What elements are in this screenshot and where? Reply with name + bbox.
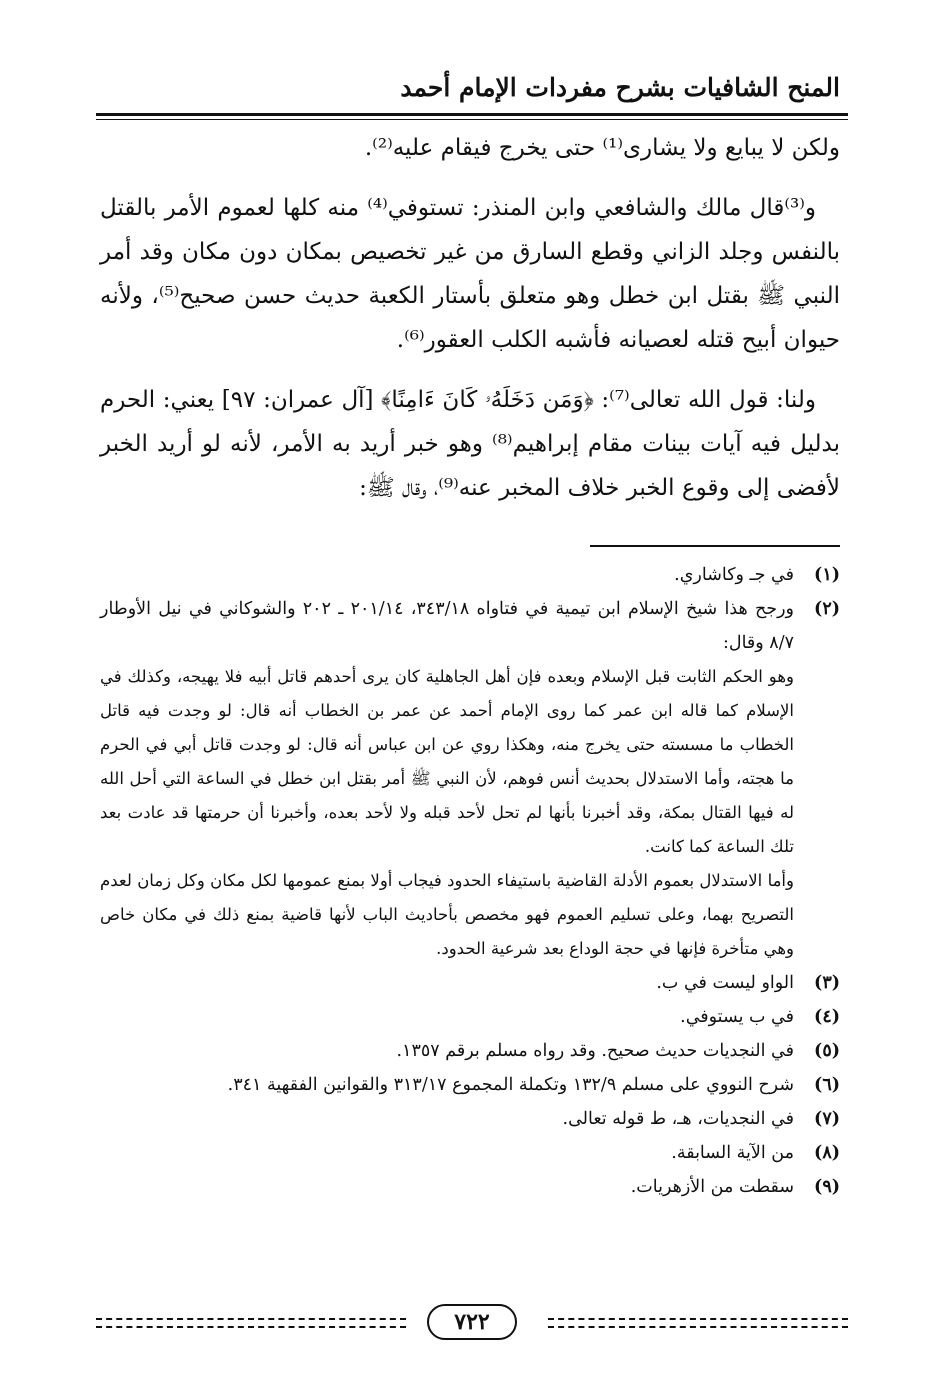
footnote-number: (٨) — [814, 1143, 840, 1163]
footnote-1 — [100, 558, 840, 592]
footnote-text: من الآية السابقة. — [671, 1143, 794, 1163]
footnote-separator — [590, 545, 840, 547]
footnote-number: (٩) — [814, 1177, 840, 1197]
running-header-title: المنح الشافيات بشرح مفردات الإمام أحمد — [400, 73, 840, 102]
footnote-number: (٧) — [814, 1109, 840, 1129]
header-rule — [96, 113, 848, 116]
footnote-7 — [100, 1102, 840, 1136]
footnote-text: شرح النووي على مسلم ١٣٢/٩ وتكملة المجموع ٣١٣/١٧ والقوانين الفقهية ٣٤١. — [227, 1075, 794, 1095]
main-paragraph-1: ولكن لا يبايع ولا يشارى⁽¹⁾ حتى يخرج فيقام عليه⁽²⁾. — [364, 135, 840, 161]
footnote-text: في النجديات حديث صحيح. وقد رواه مسلم برقم ١٣٥٧. — [396, 1041, 794, 1061]
main-paragraph-3: ولنا: قول الله تعالى⁽⁷⁾: ﴿وَمَن دَخَلَهُۥ كَانَ ءَامِنًا﴾ [آل عمران: ٩٧] يعني: الحرم بدليل فيه آيات بينات مقام إبراهيم⁽⁸⁾ وهو خبر أريد به الأمر، لأنه لو أريد الخبر لأفضى إلى وقوع الخبر خلاف المخبر عنه⁽⁹⁾، وقال ﷺ: — [100, 387, 840, 501]
footnote-text: في النجديات، هـ، ط قوله تعالى. — [562, 1109, 794, 1129]
header-rule-thin — [96, 119, 848, 120]
footnote-number: (٣) — [814, 973, 840, 993]
footnote-5 — [100, 1034, 840, 1068]
footnote-number: (١) — [814, 565, 840, 585]
page-number-badge: ٧٢٢ — [427, 1304, 517, 1340]
footnote-text: الواو ليست في ب. — [656, 973, 794, 993]
footnote-text: في ب يستوفي. — [680, 1007, 794, 1027]
footnote-number: (٢) — [814, 599, 840, 619]
footnote-9 — [100, 1170, 840, 1204]
footnote-text: في جـ وكاشاري. — [674, 565, 794, 585]
footnote-2-quote-2: وأما الاستدلال بعموم الأدلة القاضية باستيفاء الحدود فيجاب أولا بمنع عمومها لكل مكان وكل زمان لعدم التصريح بهما، وعلى تسليم العموم فهو مخصص بأحاديث الباب لأنها قاضية بمنع ذلك في مكان خاص وهي متأخرة فإنها في حجة الوداع بعد شرعية الحدود. — [100, 871, 794, 958]
main-text-body — [100, 126, 840, 510]
footer-dashed-rule-right — [548, 1318, 848, 1328]
footnote-text: سقطت من الأزهريات. — [630, 1177, 794, 1197]
page-footer — [96, 1304, 848, 1340]
footnote-3 — [100, 966, 840, 1000]
footnote-4 — [100, 1000, 840, 1034]
main-paragraph-2: و⁽³⁾قال مالك والشافعي وابن المنذر: تستوفي⁽⁴⁾ منه كلها لعموم الأمر بالقتل بالنفس وجلد الزاني وقطع السارق من غير تخصيص بمكان دون مكان وقد أمر النبي ﷺ بقتل ابن خطل وهو متعلق بأستار الكعبة حديث حسن صحيح⁽⁵⁾، ولأنه حيوان أبيح قتله لعصيانه فأشبه الكلب العقور⁽⁶⁾. — [100, 195, 840, 353]
footer-dashed-rule-left — [96, 1318, 406, 1328]
footnote-8 — [100, 1136, 840, 1170]
footnote-number: (٥) — [814, 1041, 840, 1061]
footnote-text: ورجح هذا شيخ الإسلام ابن تيمية في فتاواه ٣٤٣/١٨، ٢٠١/١٤ ـ ٢٠٢ والشوكاني في نيل الأوطار ٨/٧ وقال: — [100, 599, 794, 653]
footnote-number: (٦) — [814, 1075, 840, 1095]
footnote-2 — [100, 592, 840, 660]
footnote-6 — [100, 1068, 840, 1102]
footnote-2-quote-1: وهو الحكم الثابت قبل الإسلام وبعده فإن أهل الجاهلية كان يرى أحدهم قاتل أبيه فلا يهيجه، وكذلك في الإسلام كما قاله ابن عمر كما روى الإمام أحمد عن عمر بن الخطاب أنه قال: لو وجدت فيه قاتل الخطاب ما مسسته حتى يخرج منه، وهكذا روي عن ابن عباس أنه قال: لو وجدت قاتل أبي في الحرم ما هجته، وأما الاستدلال بحديث أنس فوهم، لأن النبي ﷺ أمر بقتل ابن خطل في الساعة التي أحل الله له فيها القتال بمكة، وقد أخبرنا بأنها لم تحل لأحد قبله ولا لأحد بعده، وأخبرنا أن حرمتها قد عادت بعد تلك الساعة كما كانت. — [100, 667, 794, 856]
footnote-number: (٤) — [814, 1007, 840, 1027]
footnotes-section — [100, 558, 840, 1204]
